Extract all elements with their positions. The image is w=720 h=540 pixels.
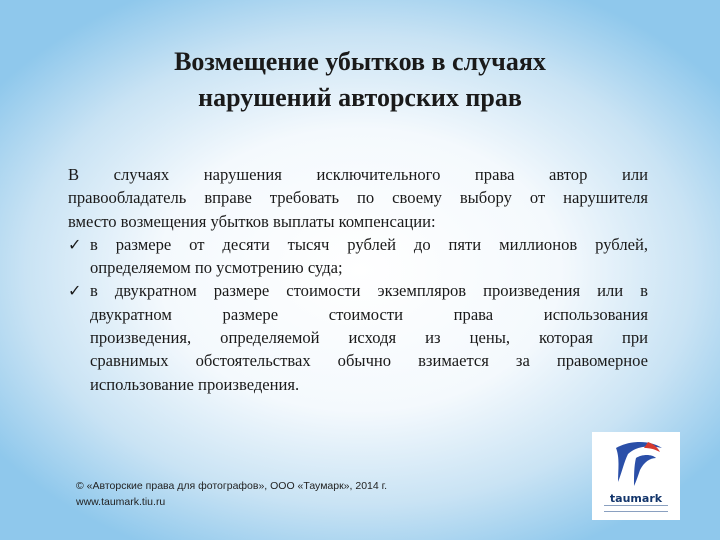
bullet-1-line-1: в размере от десяти тысяч рублей до пяти миллионов рублей,: [90, 234, 648, 254]
logo-wordmark: taumark: [609, 492, 663, 505]
bullet-2-line-2: двукратном размере стоимости права использования: [90, 304, 648, 324]
checkmark-icon: ✓: [68, 234, 82, 254]
checkmark-icon: ✓: [68, 281, 82, 301]
bullet-1-line-2: определяемом по усмотрению суда;: [90, 258, 343, 278]
logo-tagline-bar: [604, 505, 668, 512]
taumark-logo: [592, 432, 680, 520]
title-line-1: Возмещение убытков в случаях: [174, 47, 546, 76]
footer-credit: [76, 478, 496, 510]
intro-line-2: правообладатель вправе требовать по своему выбору от нарушителя: [68, 188, 648, 208]
bullet-2-line-4: сравнимых обстоятельствах обычно взимается за правомерное: [90, 351, 648, 371]
intro-line-1: В случаях нарушения исключительного права автор или: [68, 165, 648, 184]
bullet-2-line-5: использование произведения.: [90, 374, 300, 394]
slide-title: [60, 44, 660, 116]
bullet-2-line-1: в двукратном размере стоимости экземпляров произведения или в: [90, 281, 648, 301]
logo-swoosh-blue-2: [634, 455, 656, 486]
intro-paragraph: [68, 163, 648, 233]
taumark-logo-icon: [592, 432, 680, 492]
intro-line-3: вместо возмещения убытков выплаты компенсации:: [68, 211, 436, 231]
body-text: [68, 163, 648, 396]
title-line-2: нарушений авторских прав: [198, 83, 522, 112]
footer-website-link[interactable]: www.taumark.tiu.ru: [76, 496, 166, 508]
bullet-item-1: [68, 233, 648, 280]
bullet-2-line-3: произведения, определяемой исходя из цены, которая при: [90, 328, 648, 348]
bullet-item-2: [68, 279, 648, 395]
footer-copyright: © «Авторские права для фотографов», ООО «Таумарк», 2014 г.: [76, 480, 388, 492]
